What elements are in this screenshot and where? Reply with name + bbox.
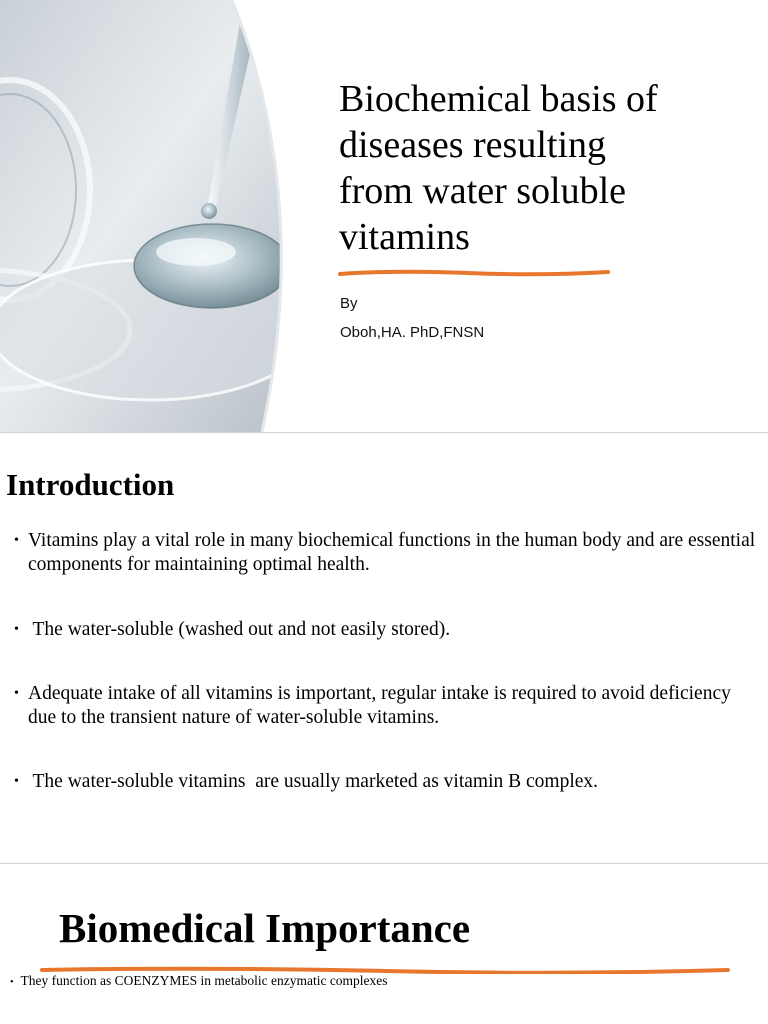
bullet-icon: • xyxy=(14,533,19,548)
list-item xyxy=(10,973,388,989)
by-label: By xyxy=(340,295,358,312)
bullet-text: Vitamins play a vital role in many biochemical functions in the human body and are essential components for maintaining optimal health. xyxy=(28,530,756,575)
bullet-text: The water-soluble vitamins are usually marketed as vitamin B complex. xyxy=(28,771,599,792)
pipette-droplet-photo xyxy=(0,0,300,432)
bullet-text: They function as COENZYMES in metabolic enzymatic complexes xyxy=(20,973,388,988)
author-name: Oboh,HA. PhD,FNSN xyxy=(340,324,485,341)
introduction-heading: Introduction xyxy=(6,467,175,502)
bullet-icon: • xyxy=(14,686,19,701)
list-item xyxy=(14,770,758,794)
bullet-icon: • xyxy=(14,774,19,789)
introduction-slide xyxy=(0,433,768,863)
list-item xyxy=(14,682,758,730)
biomedical-heading: Biomedical Importance xyxy=(59,905,471,951)
bullet-text: Adequate intake of all vitamins is important, regular intake is required to avoid deficiency due to the transient nature of water-soluble vitamins. xyxy=(28,683,731,728)
list-item xyxy=(14,618,758,642)
title-slide xyxy=(0,0,768,432)
title-accent-underline xyxy=(338,268,610,278)
list-item xyxy=(14,529,758,577)
bullet-text: The water-soluble (washed out and not easily stored). xyxy=(28,619,451,640)
presentation-title: Biochemical basis of diseases resulting from water soluble vitamins xyxy=(339,78,658,258)
biomedical-importance-slide xyxy=(0,864,768,1024)
bullet-icon: • xyxy=(14,622,19,637)
bullet-icon: • xyxy=(10,977,14,988)
